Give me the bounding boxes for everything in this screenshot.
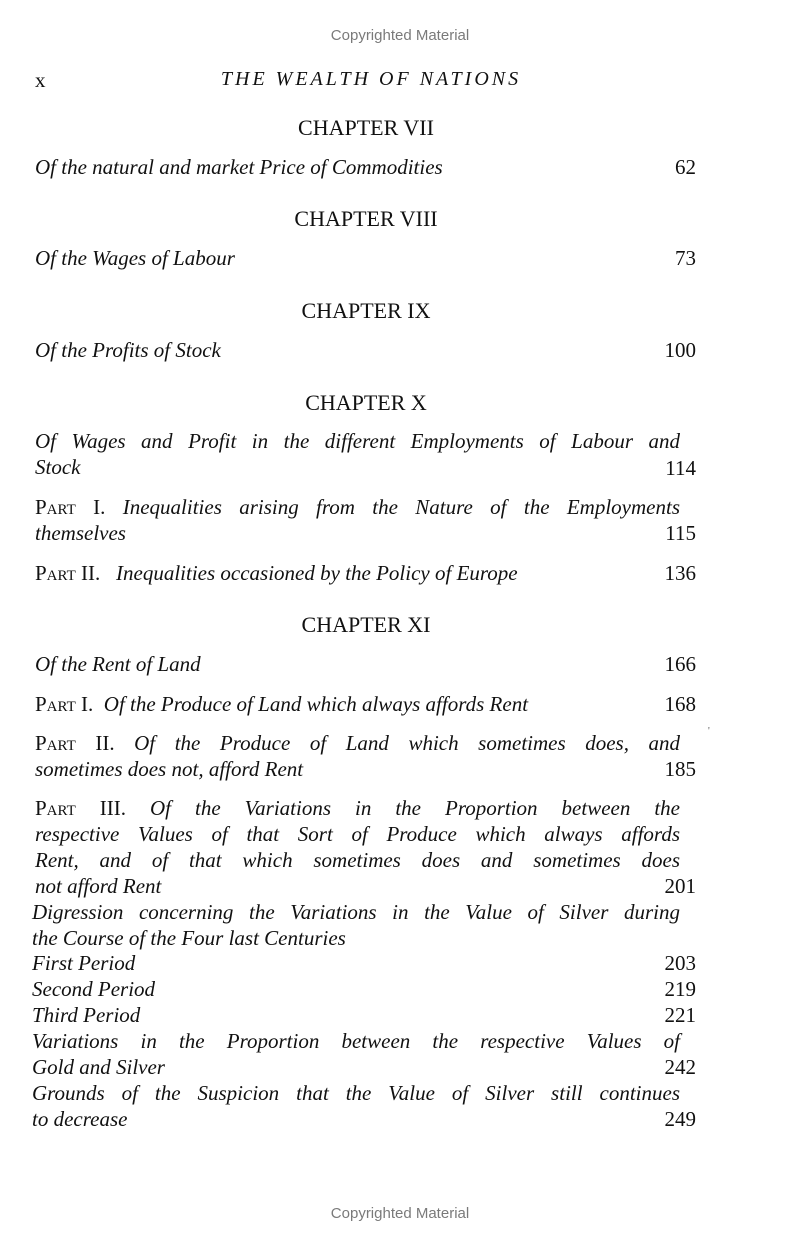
toc-entry-line: Of Wages and Profit in the different Employments of Labour and — [35, 429, 680, 453]
part-label: Part I. — [35, 692, 94, 716]
part-label: Part III. — [35, 796, 127, 820]
toc-entry-line: the Course of the Four last Centuries — [32, 926, 346, 950]
toc-entry-page: 114 — [665, 456, 696, 480]
toc-entry-page: 242 — [664, 1055, 696, 1079]
toc-entry-line: themselves — [35, 521, 126, 545]
toc-entry-title: Third Period — [32, 1003, 141, 1027]
toc-entry-text: Of the Variations in the Proportion between the — [150, 796, 681, 820]
toc-entry-page: 115 — [665, 521, 696, 545]
stray-mark: ' — [708, 726, 710, 737]
toc-entry-page: 219 — [664, 977, 696, 1001]
running-title: THE WEALTH OF NATIONS — [220, 68, 522, 90]
part-label: Part II. — [35, 731, 115, 755]
toc-entry-title — [35, 730, 680, 782]
toc-entry-line — [35, 494, 680, 520]
toc-entry-line: Variations in the Proportion between the respective Values of — [32, 1029, 680, 1053]
toc-entry-text: Of the Produce of Land which sometimes does, and — [134, 731, 681, 755]
toc-entry-title: Of the Rent of Land — [35, 652, 201, 676]
toc-entry-page: 136 — [664, 561, 696, 585]
toc-entry-text: Of the Produce of Land which always affords Rent — [103, 692, 529, 716]
toc-entry-page: 249 — [664, 1107, 696, 1131]
toc-entry-page: 221 — [664, 1003, 696, 1027]
toc-entry-title — [32, 1080, 680, 1132]
toc-entry-title: Of the Profits of Stock — [35, 338, 221, 362]
toc-entry-title: Second Period — [32, 977, 156, 1001]
toc-entry-title — [35, 795, 680, 899]
toc-entry-line: not afford Rent — [35, 874, 162, 898]
toc-entry-title: First Period — [32, 951, 136, 975]
toc-entry-title — [32, 899, 680, 951]
toc-entry-line — [35, 730, 681, 756]
part-label: Part I. — [35, 495, 106, 519]
watermark-top: Copyrighted Material — [330, 27, 470, 44]
toc-entry-text: Inequalities arising from the Nature of the Employments — [122, 495, 680, 519]
toc-entry-line: Grounds of the Suspicion that the Value of Silver still continues — [32, 1081, 680, 1105]
toc-entry-page: 62 — [675, 155, 696, 179]
toc-entry-line — [35, 795, 681, 821]
toc-entry-line: Gold and Silver — [32, 1055, 165, 1079]
toc-entry-page: 201 — [664, 874, 696, 898]
toc-entry-page: 100 — [664, 338, 696, 362]
toc-entry-title — [35, 494, 680, 546]
toc-entry-line: Rent, and of that which sometimes does and sometimes does — [35, 848, 680, 872]
toc-entry-title — [32, 1028, 680, 1080]
chapter-heading: CHAPTER VIII — [294, 206, 438, 231]
toc-entry-line: respective Values of that Sort of Produce which always affords — [35, 822, 680, 846]
toc-entry-page: 73 — [675, 246, 696, 270]
toc-entry-title — [35, 560, 643, 586]
toc-entry-page: 185 — [664, 757, 696, 781]
toc-entry-line: sometimes does not, afford Rent — [35, 757, 304, 781]
watermark-bottom: Copyrighted Material — [330, 1205, 470, 1222]
toc-entry-text: Inequalities occasioned by the Policy of Europe — [116, 561, 518, 585]
toc-entry-line: Stock — [35, 455, 81, 479]
toc-entry-title — [35, 428, 680, 480]
chapter-heading: CHAPTER X — [305, 390, 427, 415]
toc-entry-page: 166 — [664, 652, 696, 676]
chapter-heading: CHAPTER VII — [298, 115, 434, 140]
page-folio: x — [35, 68, 46, 92]
toc-entry-line: to decrease — [32, 1107, 128, 1131]
toc-entry-title: Of the Wages of Labour — [35, 246, 235, 270]
toc-entry-page: 203 — [664, 951, 696, 975]
toc-entry-title — [35, 691, 643, 717]
toc-entry-line: Digression concerning the Variations in the Value of Silver during — [32, 900, 680, 924]
toc-entry-page: 168 — [664, 692, 696, 716]
toc-entry-title: Of the natural and market Price of Commodities — [35, 155, 443, 179]
part-label: Part II. — [35, 561, 101, 585]
chapter-heading: CHAPTER XI — [301, 612, 431, 637]
chapter-heading: CHAPTER IX — [301, 298, 431, 323]
